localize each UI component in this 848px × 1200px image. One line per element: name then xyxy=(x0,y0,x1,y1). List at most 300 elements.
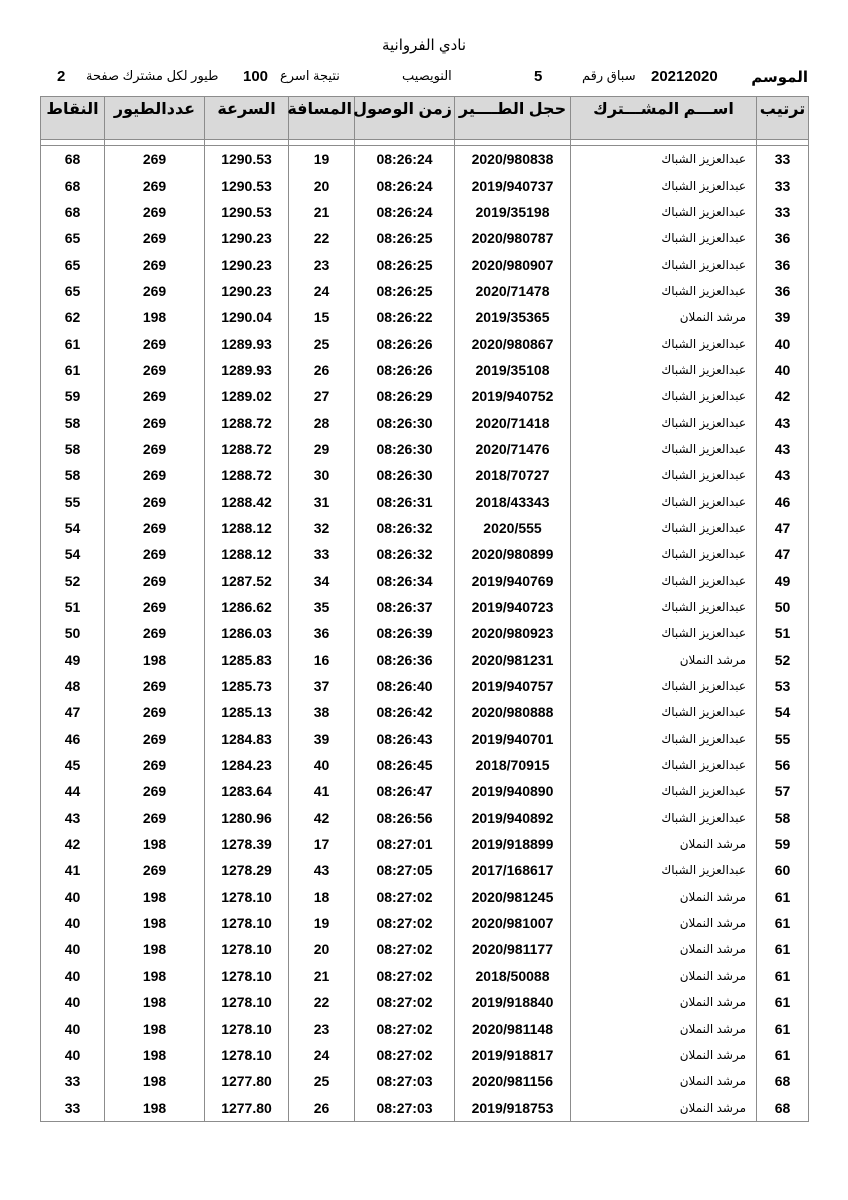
cell-speed: 1278.10 xyxy=(205,884,289,910)
cell-speed: 1288.72 xyxy=(205,436,289,462)
cell-distance: 27 xyxy=(289,383,355,409)
table-row xyxy=(41,1015,809,1041)
cell-points: 44 xyxy=(41,778,105,804)
cell-bird-count: 198 xyxy=(105,989,205,1015)
cell-bird-count: 269 xyxy=(105,278,205,304)
cell-arrival-time: 08:27:05 xyxy=(355,857,455,883)
cell-owner: مرشد النملان xyxy=(571,1094,757,1121)
table-row xyxy=(41,1094,809,1121)
cell-points: 40 xyxy=(41,989,105,1015)
cell-bird-count: 269 xyxy=(105,620,205,646)
cell-rank: 50 xyxy=(757,594,809,620)
cell-distance: 28 xyxy=(289,409,355,435)
table-row xyxy=(41,304,809,330)
cell-owner: عبدالعزيز الشباك xyxy=(571,673,757,699)
cell-owner: مرشد النملان xyxy=(571,1015,757,1041)
cell-points: 40 xyxy=(41,936,105,962)
cell-owner: مرشد النملان xyxy=(571,304,757,330)
cell-owner: عبدالعزيز الشباك xyxy=(571,620,757,646)
race-location: النويصيب xyxy=(402,68,452,83)
table-row xyxy=(41,857,809,883)
cell-rank: 36 xyxy=(757,225,809,251)
cell-ring: 2020/980923 xyxy=(455,620,571,646)
table-row xyxy=(41,515,809,541)
cell-arrival-time: 08:26:26 xyxy=(355,357,455,383)
cell-speed: 1285.83 xyxy=(205,647,289,673)
cell-bird-count: 269 xyxy=(105,515,205,541)
cell-points: 58 xyxy=(41,462,105,488)
cell-bird-count: 269 xyxy=(105,251,205,277)
cell-distance: 18 xyxy=(289,884,355,910)
table-row xyxy=(41,936,809,962)
cell-bird-count: 198 xyxy=(105,936,205,962)
cell-ring: 2018/70915 xyxy=(455,752,571,778)
cell-owner: مرشد النملان xyxy=(571,963,757,989)
cell-owner: عبدالعزيز الشباك xyxy=(571,568,757,594)
cell-ring: 2019/940757 xyxy=(455,673,571,699)
table-row xyxy=(41,963,809,989)
cell-distance: 34 xyxy=(289,568,355,594)
table-row xyxy=(41,568,809,594)
cell-owner: عبدالعزيز الشباك xyxy=(571,199,757,225)
cell-arrival-time: 08:26:43 xyxy=(355,726,455,752)
cell-points: 58 xyxy=(41,409,105,435)
cell-ring: 2019/940723 xyxy=(455,594,571,620)
race-number: 5 xyxy=(534,68,543,85)
cell-arrival-time: 08:27:02 xyxy=(355,910,455,936)
cell-rank: 68 xyxy=(757,1094,809,1121)
cell-distance: 21 xyxy=(289,963,355,989)
cell-distance: 22 xyxy=(289,225,355,251)
cell-distance: 20 xyxy=(289,172,355,198)
cell-arrival-time: 08:26:24 xyxy=(355,146,455,173)
cell-bird-count: 269 xyxy=(105,199,205,225)
cell-bird-count: 269 xyxy=(105,673,205,699)
cell-arrival-time: 08:26:25 xyxy=(355,225,455,251)
cell-bird-count: 198 xyxy=(105,1042,205,1068)
cell-points: 40 xyxy=(41,1015,105,1041)
cell-owner: عبدالعزيز الشباك xyxy=(571,383,757,409)
cell-bird-count: 198 xyxy=(105,1094,205,1121)
cell-arrival-time: 08:27:03 xyxy=(355,1068,455,1094)
cell-arrival-time: 08:26:25 xyxy=(355,278,455,304)
cell-ring: 2020/71418 xyxy=(455,409,571,435)
cell-speed: 1278.10 xyxy=(205,1015,289,1041)
cell-speed: 1277.80 xyxy=(205,1068,289,1094)
cell-arrival-time: 08:26:47 xyxy=(355,778,455,804)
cell-bird-count: 269 xyxy=(105,541,205,567)
cell-arrival-time: 08:27:02 xyxy=(355,884,455,910)
table-row xyxy=(41,278,809,304)
cell-speed: 1290.23 xyxy=(205,278,289,304)
cell-distance: 20 xyxy=(289,936,355,962)
cell-ring: 2019/940737 xyxy=(455,172,571,198)
cell-speed: 1288.12 xyxy=(205,541,289,567)
cell-bird-count: 269 xyxy=(105,146,205,173)
cell-rank: 60 xyxy=(757,857,809,883)
cell-bird-count: 198 xyxy=(105,647,205,673)
table-row xyxy=(41,1042,809,1068)
cell-bird-count: 269 xyxy=(105,357,205,383)
table-row xyxy=(41,172,809,198)
cell-distance: 22 xyxy=(289,989,355,1015)
cell-speed: 1278.10 xyxy=(205,910,289,936)
header-distance: المسافة xyxy=(289,97,355,140)
header-rank: ترتيب xyxy=(757,97,809,140)
cell-bird-count: 269 xyxy=(105,383,205,409)
cell-speed: 1286.62 xyxy=(205,594,289,620)
cell-owner: عبدالعزيز الشباك xyxy=(571,146,757,173)
cell-owner: مرشد النملان xyxy=(571,1042,757,1068)
cell-ring: 2018/43343 xyxy=(455,488,571,514)
cell-distance: 19 xyxy=(289,146,355,173)
cell-bird-count: 269 xyxy=(105,857,205,883)
cell-distance: 31 xyxy=(289,488,355,514)
cell-ring: 2020/980899 xyxy=(455,541,571,567)
cell-rank: 42 xyxy=(757,383,809,409)
header-owner: اســـم المشـــترك xyxy=(571,97,757,140)
table-row xyxy=(41,726,809,752)
cell-rank: 33 xyxy=(757,172,809,198)
cell-distance: 19 xyxy=(289,910,355,936)
cell-owner: عبدالعزيز الشباك xyxy=(571,752,757,778)
table-row xyxy=(41,199,809,225)
cell-arrival-time: 08:26:31 xyxy=(355,488,455,514)
cell-owner: عبدالعزيز الشباك xyxy=(571,172,757,198)
cell-points: 45 xyxy=(41,752,105,778)
cell-distance: 41 xyxy=(289,778,355,804)
table-row xyxy=(41,462,809,488)
cell-points: 61 xyxy=(41,357,105,383)
cell-owner: مرشد النملان xyxy=(571,1068,757,1094)
cell-owner: عبدالعزيز الشباك xyxy=(571,225,757,251)
cell-points: 68 xyxy=(41,172,105,198)
cell-distance: 30 xyxy=(289,462,355,488)
table-row xyxy=(41,146,809,173)
table-row xyxy=(41,752,809,778)
table-row xyxy=(41,673,809,699)
cell-points: 43 xyxy=(41,805,105,831)
cell-rank: 40 xyxy=(757,330,809,356)
cell-arrival-time: 08:27:01 xyxy=(355,831,455,857)
cell-owner: عبدالعزيز الشباك xyxy=(571,278,757,304)
cell-points: 68 xyxy=(41,146,105,173)
table-row xyxy=(41,778,809,804)
cell-ring: 2020/980838 xyxy=(455,146,571,173)
cell-arrival-time: 08:26:36 xyxy=(355,647,455,673)
cell-points: 40 xyxy=(41,1042,105,1068)
cell-rank: 43 xyxy=(757,436,809,462)
table-row xyxy=(41,357,809,383)
cell-arrival-time: 08:26:30 xyxy=(355,436,455,462)
cell-ring: 2018/50088 xyxy=(455,963,571,989)
cell-bird-count: 269 xyxy=(105,225,205,251)
cell-speed: 1287.52 xyxy=(205,568,289,594)
cell-owner: عبدالعزيز الشباك xyxy=(571,330,757,356)
cell-points: 50 xyxy=(41,620,105,646)
cell-ring: 2018/70727 xyxy=(455,462,571,488)
cell-rank: 61 xyxy=(757,989,809,1015)
cell-points: 41 xyxy=(41,857,105,883)
cell-points: 33 xyxy=(41,1068,105,1094)
cell-rank: 61 xyxy=(757,1042,809,1068)
race-label: سباق رقم xyxy=(582,68,636,83)
table-row xyxy=(41,330,809,356)
cell-distance: 38 xyxy=(289,699,355,725)
cell-owner: عبدالعزيز الشباك xyxy=(571,409,757,435)
cell-speed: 1283.64 xyxy=(205,778,289,804)
cell-speed: 1284.23 xyxy=(205,752,289,778)
table-row xyxy=(41,910,809,936)
cell-arrival-time: 08:27:02 xyxy=(355,963,455,989)
table-row xyxy=(41,594,809,620)
cell-distance: 21 xyxy=(289,199,355,225)
cell-owner: عبدالعزيز الشباك xyxy=(571,357,757,383)
cell-arrival-time: 08:26:30 xyxy=(355,462,455,488)
table-row xyxy=(41,251,809,277)
cell-points: 48 xyxy=(41,673,105,699)
race-info-bar xyxy=(40,68,808,92)
cell-points: 59 xyxy=(41,383,105,409)
cell-bird-count: 269 xyxy=(105,726,205,752)
table-row xyxy=(41,409,809,435)
cell-bird-count: 269 xyxy=(105,488,205,514)
header-ring: حجل الطــــير xyxy=(455,97,571,140)
cell-ring: 2020/71478 xyxy=(455,278,571,304)
cell-speed: 1278.10 xyxy=(205,1042,289,1068)
cell-points: 55 xyxy=(41,488,105,514)
cell-rank: 36 xyxy=(757,251,809,277)
cell-arrival-time: 08:26:30 xyxy=(355,409,455,435)
cell-points: 65 xyxy=(41,225,105,251)
cell-speed: 1289.93 xyxy=(205,357,289,383)
cell-ring: 2019/918899 xyxy=(455,831,571,857)
cell-arrival-time: 08:26:22 xyxy=(355,304,455,330)
cell-ring: 2020/981148 xyxy=(455,1015,571,1041)
cell-arrival-time: 08:26:32 xyxy=(355,515,455,541)
cell-arrival-time: 08:26:39 xyxy=(355,620,455,646)
cell-owner: عبدالعزيز الشباك xyxy=(571,515,757,541)
cell-owner: مرشد النملان xyxy=(571,831,757,857)
per-owner-label: طيور لكل مشترك صفحة xyxy=(86,68,219,83)
page-number: 2 xyxy=(57,68,66,85)
cell-speed: 1288.72 xyxy=(205,409,289,435)
cell-distance: 24 xyxy=(289,278,355,304)
cell-ring: 2019/940890 xyxy=(455,778,571,804)
cell-bird-count: 198 xyxy=(105,884,205,910)
cell-distance: 17 xyxy=(289,831,355,857)
birds-count: 100 xyxy=(243,68,269,85)
table-row xyxy=(41,383,809,409)
cell-ring: 2020/555 xyxy=(455,515,571,541)
cell-rank: 53 xyxy=(757,673,809,699)
cell-ring: 2017/168617 xyxy=(455,857,571,883)
cell-points: 47 xyxy=(41,699,105,725)
cell-ring: 2019/918817 xyxy=(455,1042,571,1068)
cell-owner: عبدالعزيز الشباك xyxy=(571,436,757,462)
cell-speed: 1285.13 xyxy=(205,699,289,725)
cell-ring: 2020/980907 xyxy=(455,251,571,277)
header-bird-count: عددالطيور xyxy=(105,97,205,140)
cell-arrival-time: 08:27:03 xyxy=(355,1094,455,1121)
cell-bird-count: 269 xyxy=(105,436,205,462)
cell-arrival-time: 08:26:25 xyxy=(355,251,455,277)
cell-points: 40 xyxy=(41,910,105,936)
season-label: الموسم xyxy=(751,69,808,86)
cell-arrival-time: 08:26:24 xyxy=(355,172,455,198)
cell-rank: 61 xyxy=(757,910,809,936)
cell-bird-count: 269 xyxy=(105,409,205,435)
cell-owner: مرشد النملان xyxy=(571,989,757,1015)
cell-rank: 49 xyxy=(757,568,809,594)
header-points: النقاط xyxy=(41,97,105,140)
cell-distance: 25 xyxy=(289,1068,355,1094)
cell-points: 61 xyxy=(41,330,105,356)
table-row xyxy=(41,225,809,251)
cell-distance: 24 xyxy=(289,1042,355,1068)
table-row xyxy=(41,884,809,910)
cell-ring: 2020/980787 xyxy=(455,225,571,251)
cell-bird-count: 269 xyxy=(105,778,205,804)
cell-distance: 25 xyxy=(289,330,355,356)
cell-arrival-time: 08:27:02 xyxy=(355,989,455,1015)
cell-rank: 61 xyxy=(757,1015,809,1041)
cell-rank: 55 xyxy=(757,726,809,752)
cell-points: 33 xyxy=(41,1094,105,1121)
cell-speed: 1289.02 xyxy=(205,383,289,409)
cell-distance: 40 xyxy=(289,752,355,778)
cell-arrival-time: 08:26:45 xyxy=(355,752,455,778)
cell-ring: 2020/981177 xyxy=(455,936,571,962)
cell-owner: مرشد النملان xyxy=(571,936,757,962)
cell-bird-count: 269 xyxy=(105,568,205,594)
cell-owner: مرشد النملان xyxy=(571,647,757,673)
cell-speed: 1290.23 xyxy=(205,225,289,251)
header-speed: السرعة xyxy=(205,97,289,140)
cell-bird-count: 269 xyxy=(105,330,205,356)
cell-bird-count: 269 xyxy=(105,752,205,778)
cell-bird-count: 198 xyxy=(105,831,205,857)
cell-distance: 26 xyxy=(289,1094,355,1121)
cell-owner: عبدالعزيز الشباك xyxy=(571,778,757,804)
cell-ring: 2019/940892 xyxy=(455,805,571,831)
cell-arrival-time: 08:26:34 xyxy=(355,568,455,594)
cell-arrival-time: 08:27:02 xyxy=(355,1042,455,1068)
cell-rank: 56 xyxy=(757,752,809,778)
cell-speed: 1290.23 xyxy=(205,251,289,277)
results-table-wrapper xyxy=(40,96,808,1122)
cell-arrival-time: 08:27:02 xyxy=(355,1015,455,1041)
cell-ring: 2020/981231 xyxy=(455,647,571,673)
cell-rank: 47 xyxy=(757,515,809,541)
cell-speed: 1278.39 xyxy=(205,831,289,857)
cell-rank: 47 xyxy=(757,541,809,567)
table-row xyxy=(41,488,809,514)
cell-speed: 1290.53 xyxy=(205,199,289,225)
cell-points: 65 xyxy=(41,278,105,304)
cell-arrival-time: 08:26:42 xyxy=(355,699,455,725)
header-arrival-time: زمن الوصول xyxy=(355,97,455,140)
cell-speed: 1278.10 xyxy=(205,989,289,1015)
cell-rank: 58 xyxy=(757,805,809,831)
cell-rank: 36 xyxy=(757,278,809,304)
cell-distance: 26 xyxy=(289,357,355,383)
cell-distance: 35 xyxy=(289,594,355,620)
cell-arrival-time: 08:26:56 xyxy=(355,805,455,831)
cell-ring: 2019/940752 xyxy=(455,383,571,409)
cell-points: 51 xyxy=(41,594,105,620)
cell-ring: 2019/35108 xyxy=(455,357,571,383)
cell-distance: 33 xyxy=(289,541,355,567)
cell-owner: عبدالعزيز الشباك xyxy=(571,462,757,488)
cell-bird-count: 198 xyxy=(105,304,205,330)
cell-speed: 1290.53 xyxy=(205,172,289,198)
cell-speed: 1285.73 xyxy=(205,673,289,699)
cell-bird-count: 269 xyxy=(105,699,205,725)
cell-points: 68 xyxy=(41,199,105,225)
cell-owner: عبدالعزيز الشباك xyxy=(571,726,757,752)
cell-arrival-time: 08:26:32 xyxy=(355,541,455,567)
cell-rank: 40 xyxy=(757,357,809,383)
table-row xyxy=(41,699,809,725)
cell-bird-count: 198 xyxy=(105,910,205,936)
cell-arrival-time: 08:26:40 xyxy=(355,673,455,699)
cell-points: 65 xyxy=(41,251,105,277)
cell-ring: 2020/980888 xyxy=(455,699,571,725)
cell-rank: 39 xyxy=(757,304,809,330)
cell-arrival-time: 08:27:02 xyxy=(355,936,455,962)
cell-points: 58 xyxy=(41,436,105,462)
table-row xyxy=(41,989,809,1015)
cell-speed: 1277.80 xyxy=(205,1094,289,1121)
cell-rank: 52 xyxy=(757,647,809,673)
cell-bird-count: 198 xyxy=(105,1015,205,1041)
fastest-label: نتيجة اسرع xyxy=(280,68,340,83)
cell-distance: 15 xyxy=(289,304,355,330)
club-title: نادي الفروانية xyxy=(381,37,467,54)
table-row xyxy=(41,1068,809,1094)
cell-speed: 1286.03 xyxy=(205,620,289,646)
cell-speed: 1278.10 xyxy=(205,936,289,962)
cell-speed: 1288.42 xyxy=(205,488,289,514)
cell-bird-count: 269 xyxy=(105,172,205,198)
cell-points: 46 xyxy=(41,726,105,752)
cell-ring: 2019/918753 xyxy=(455,1094,571,1121)
cell-distance: 16 xyxy=(289,647,355,673)
season-value: 20212020 xyxy=(651,68,718,85)
cell-points: 54 xyxy=(41,541,105,567)
cell-owner: عبدالعزيز الشباك xyxy=(571,541,757,567)
cell-ring: 2019/918840 xyxy=(455,989,571,1015)
cell-distance: 29 xyxy=(289,436,355,462)
cell-points: 40 xyxy=(41,884,105,910)
cell-speed: 1288.72 xyxy=(205,462,289,488)
cell-ring: 2020/981245 xyxy=(455,884,571,910)
cell-speed: 1290.04 xyxy=(205,304,289,330)
cell-speed: 1288.12 xyxy=(205,515,289,541)
cell-owner: عبدالعزيز الشباك xyxy=(571,251,757,277)
cell-ring: 2019/940769 xyxy=(455,568,571,594)
cell-arrival-time: 08:26:37 xyxy=(355,594,455,620)
cell-ring: 2020/981156 xyxy=(455,1068,571,1094)
cell-rank: 33 xyxy=(757,146,809,173)
results-table xyxy=(40,96,809,1122)
cell-arrival-time: 08:26:26 xyxy=(355,330,455,356)
table-row xyxy=(41,541,809,567)
cell-distance: 37 xyxy=(289,673,355,699)
cell-speed: 1284.83 xyxy=(205,726,289,752)
cell-points: 52 xyxy=(41,568,105,594)
